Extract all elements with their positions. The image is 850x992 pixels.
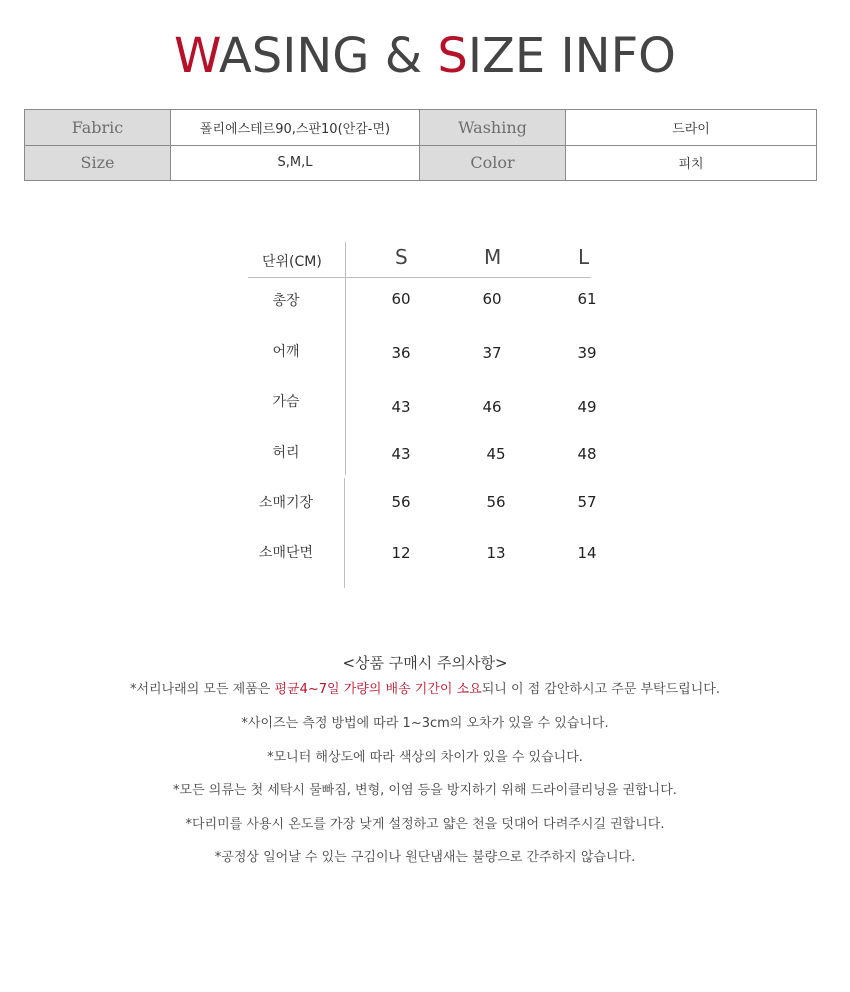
page-title (0, 26, 850, 86)
value-shoulder-s: 36 (391, 344, 411, 362)
size-header-s: S (395, 245, 408, 269)
notice-line-ironing: *다리미를 사용시 온도를 가장 낮게 설정하고 얇은 천을 덧대어 다려주시길 권합니다. (185, 817, 665, 832)
fabric-label: Fabric (25, 110, 171, 146)
size-label: Size (25, 145, 171, 181)
value-length-s: 60 (391, 290, 411, 308)
product-info-table (24, 109, 817, 181)
washing-value: 드라이 (566, 110, 817, 146)
row-label-length: 총장 (272, 293, 300, 309)
purchase-notice (0, 652, 850, 865)
row-label-chest: 가슴 (272, 394, 300, 410)
value-chest-s: 43 (391, 398, 411, 416)
value-length-m: 60 (482, 290, 502, 308)
notice-line-size: *사이즈는 측정 방법에 따라 1~3cm의 오차가 있을 수 있습니다. (241, 716, 609, 731)
value-sleeve-length-s: 56 (391, 493, 411, 511)
value-waist-s: 43 (391, 445, 411, 463)
value-sleeve-length-l: 57 (577, 493, 597, 511)
title-part2: IZE INFO (467, 28, 676, 84)
value-chest-l: 49 (577, 398, 597, 416)
value-sleeve-length-m: 56 (486, 493, 506, 511)
row-label-sleeve-opening: 소매단면 (258, 545, 314, 561)
color-value: 피치 (566, 145, 817, 181)
value-shoulder-m: 37 (482, 344, 502, 362)
notice-line-shipping-pre: *서리나래의 모든 제품은 (130, 682, 275, 697)
notice-line-monitor: *모니터 해상도에 따라 색상의 차이가 있을 수 있습니다. (267, 750, 583, 765)
value-waist-l: 48 (577, 445, 597, 463)
size-header-m: M (484, 245, 502, 269)
title-part1: ASING & (218, 28, 438, 84)
value-shoulder-l: 39 (577, 344, 597, 362)
fabric-value: 폴리에스테르90,스판10(안감-면) (171, 110, 420, 146)
value-waist-m: 45 (486, 445, 506, 463)
title-letter-s: S (437, 28, 468, 84)
notice-line-shipping-post: 되니 이 점 감안하시고 주문 부탁드립니다. (481, 682, 720, 697)
washing-label: Washing (420, 110, 566, 146)
size-chart-divider-horizontal (248, 277, 591, 278)
unit-label: 단위(CM) (262, 254, 322, 270)
row-label-sleeve-length: 소매기장 (258, 495, 314, 511)
value-length-l: 61 (577, 290, 597, 308)
color-label: Color (420, 145, 566, 181)
title-letter-w: W (174, 28, 219, 84)
notice-line-shipping (0, 680, 850, 700)
size-chart (248, 240, 608, 590)
size-value: S,M,L (171, 145, 420, 181)
size-header-l: L (578, 245, 590, 269)
info-row-size (25, 145, 817, 181)
notice-line-shipping-highlight: 평균4~7일 가량의 배송 기간이 소요 (274, 682, 482, 697)
value-sleeve-opening-s: 12 (391, 544, 411, 562)
row-label-shoulder: 어깨 (272, 344, 300, 360)
size-chart-divider-vertical-lower (344, 478, 345, 588)
info-row-fabric (25, 110, 817, 146)
value-sleeve-opening-l: 14 (577, 544, 597, 562)
notice-line-wrinkles: *공정상 일어날 수 있는 구김이나 원단냄새는 불량으로 간주하지 않습니다. (214, 850, 636, 865)
value-chest-m: 46 (482, 398, 502, 416)
notice-line-washing: *모든 의류는 첫 세탁시 물빠짐, 변형, 이염 등을 방지하기 위해 드라이클리닝을 권합니다. (173, 783, 677, 798)
value-sleeve-opening-m: 13 (486, 544, 506, 562)
notice-title: <상품 구매시 주의사항> (342, 654, 508, 672)
row-label-waist: 허리 (272, 445, 300, 461)
